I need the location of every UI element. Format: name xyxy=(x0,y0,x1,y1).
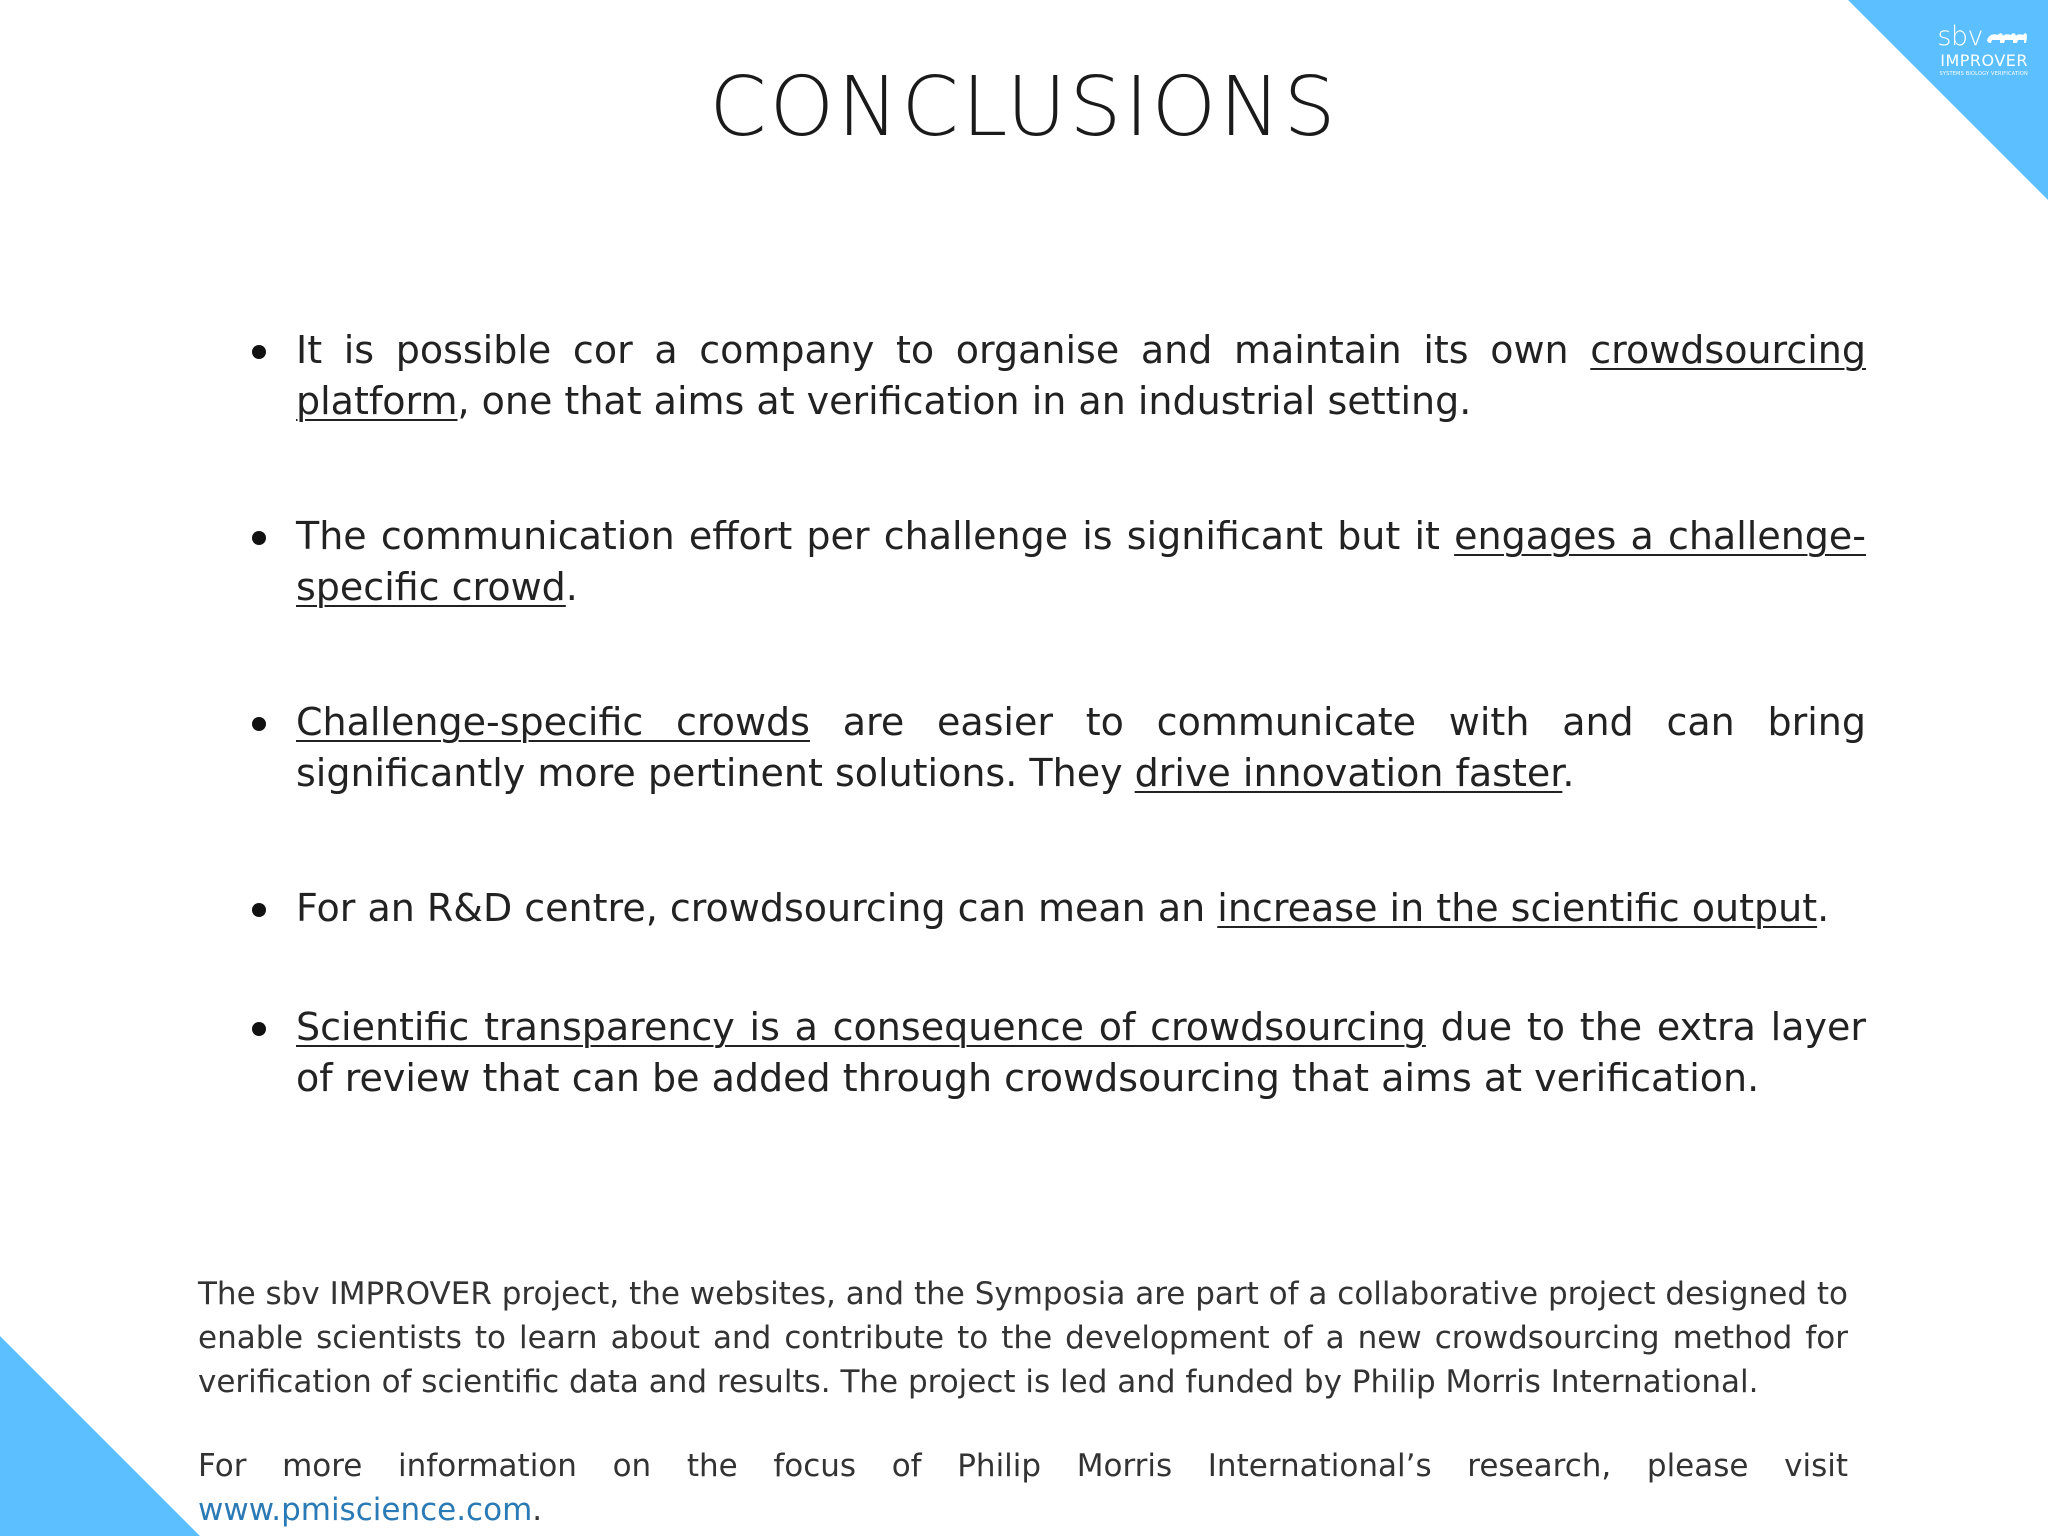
footer-paragraph: The sbv IMPROVER project, the websites, and the Symposia are part of a collaborative project designed to enable scientists to learn about and contribute to the development of a new crowdsourcing method for verification of scientific data and results. The project is led and funded by Philip Morris International. xyxy=(198,1276,1848,1400)
page-title: CONCLUSIONS xyxy=(709,60,1339,155)
bullet-item xyxy=(246,883,1866,934)
underlined-phrase: engages a challenge-specific crowd xyxy=(296,514,1866,609)
bullet-text: . xyxy=(565,565,578,609)
bullet-text: are easier to communicate with and can bring significantly more pertinent solutions. They xyxy=(296,700,1866,795)
footer-disclaimer xyxy=(198,1272,1848,1532)
bullet-dot-icon xyxy=(252,345,266,359)
bullet-text: It is possible cor a company to organise and maintain its own xyxy=(296,328,1591,372)
footer-text: . xyxy=(532,1492,543,1528)
underlined-phrase: Challenge-specific crowds xyxy=(296,700,810,744)
bullet-text: . xyxy=(1817,886,1830,930)
underlined-phrase: increase in the scientific output xyxy=(1217,886,1818,930)
footer-paragraph xyxy=(198,1444,1848,1532)
corner-decoration-bottom-left xyxy=(0,1336,200,1536)
footer-text: For more information on the focus of Philip Morris International’s research, please visit xyxy=(198,1448,1848,1484)
logo-brand-text: IMPROVER xyxy=(1940,51,2028,70)
bullet-text: The communication effort per challenge is significant but it xyxy=(296,514,1455,558)
bullet-dot-icon xyxy=(252,531,266,545)
bullet-item xyxy=(246,325,1866,427)
bullet-dot-icon xyxy=(252,717,266,731)
underlined-phrase: drive innovation faster xyxy=(1134,751,1563,795)
bullet-text: , one that aims at verification in an industrial setting. xyxy=(457,379,1472,423)
underlined-phrase: crowdsourcing platform xyxy=(296,328,1866,423)
bullet-dot-icon xyxy=(252,903,266,917)
bullet-item xyxy=(246,1002,1866,1104)
bison-herd-icon xyxy=(1986,27,2028,47)
conclusions-list xyxy=(246,325,1866,1104)
bullet-dot-icon xyxy=(252,1022,266,1036)
underlined-phrase: Scientific transparency is a consequence of crowdsourcing xyxy=(296,1005,1426,1049)
bullet-text: . xyxy=(1562,751,1575,795)
logo-sbv-text: sbv xyxy=(1937,21,1983,52)
bullet-text: For an R&D centre, crowdsourcing can mean an xyxy=(296,886,1218,930)
logo-tagline: SYSTEMS BIOLOGY VERIFICATION xyxy=(1939,71,2028,77)
bullet-item xyxy=(246,697,1866,799)
pmiscience-link[interactable]: www.pmiscience.com xyxy=(198,1492,533,1528)
bullet-item xyxy=(246,511,1866,613)
bullet-text: due to the extra layer of review that can be added through crowdsourcing that aims at verification. xyxy=(296,1005,1866,1100)
